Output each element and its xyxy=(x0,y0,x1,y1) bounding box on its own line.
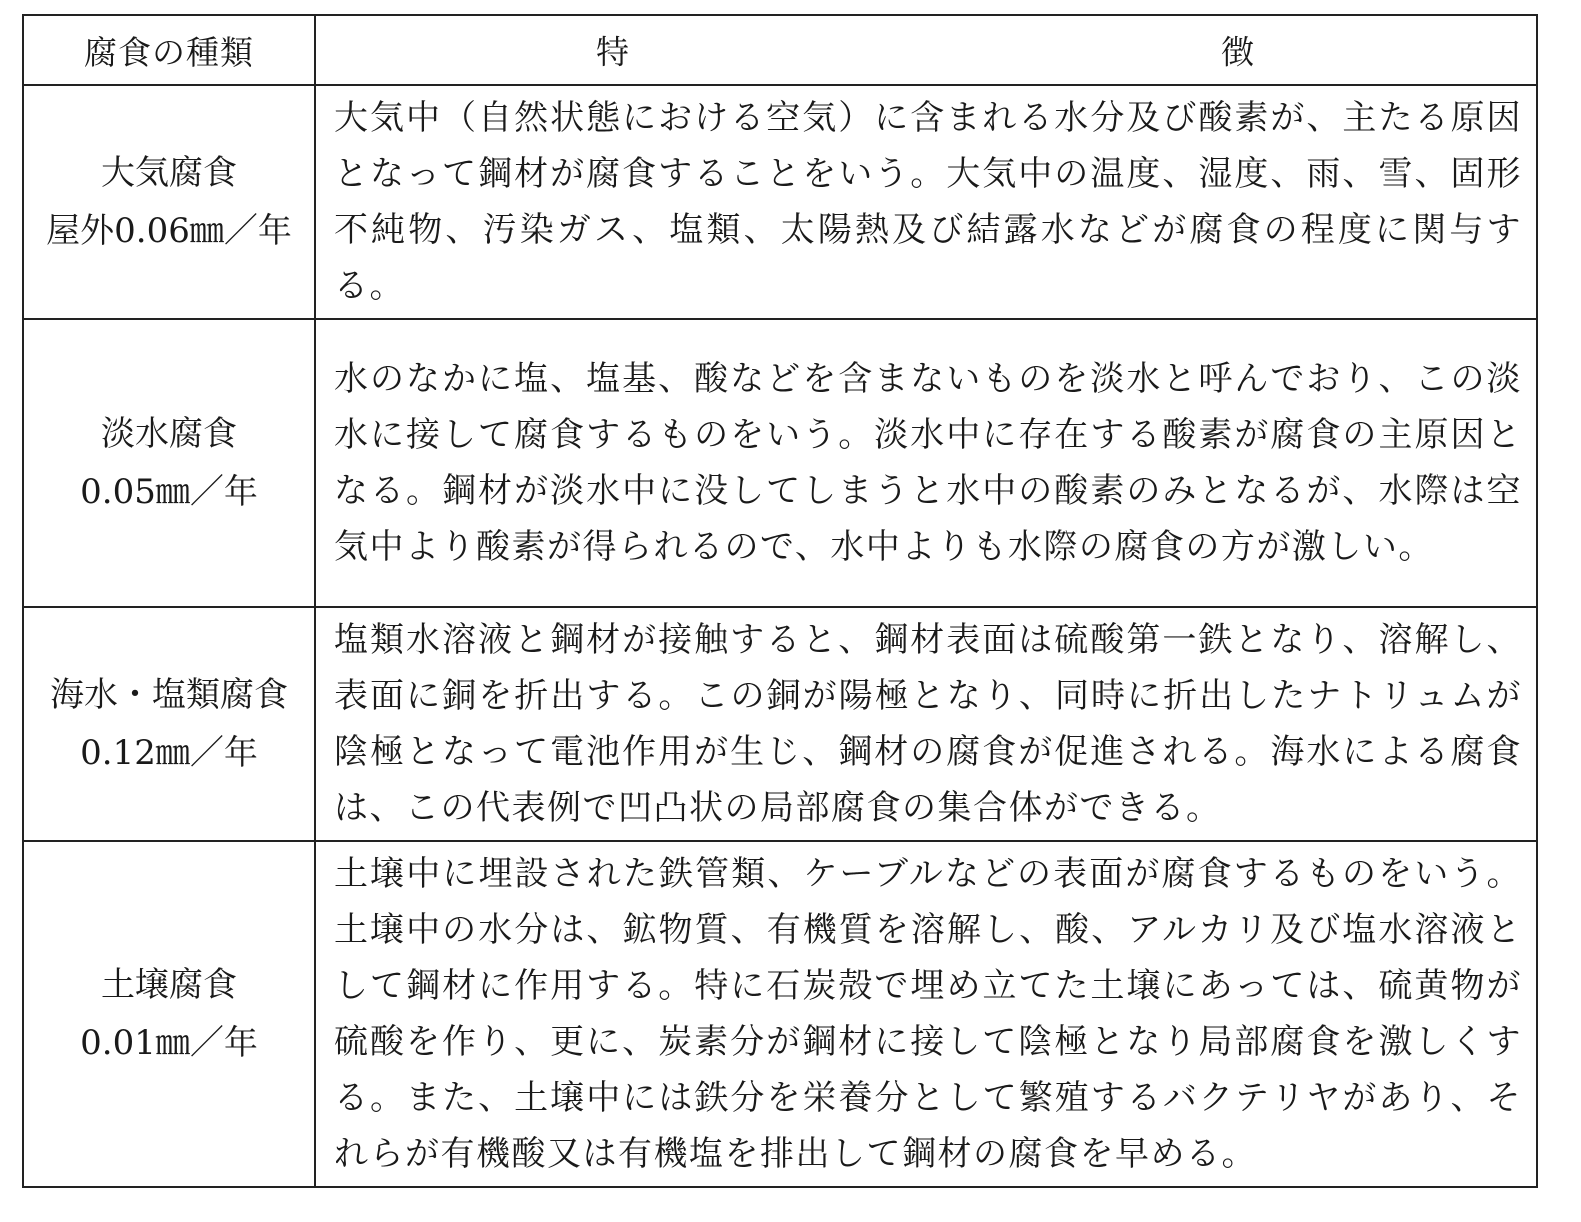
corrosion-feature: 水のなかに塩、塩基、酸などを含まないものを淡水と呼んでおり、この淡水に接して腐食するものをいう。淡水中に存在する酸素が腐食の主原因となる。鋼材が淡水中に没してしまうと水中の酸素のみとなるが、水際は空気中より酸素が得られるので、水中よりも水際の腐食の方が激しい。 xyxy=(315,319,1537,607)
corrosion-feature: 大気中（自然状態における空気）に含まれる水分及び酸素が、主たる原因となって鋼材が腐食することをいう。大気中の温度、湿度、雨、雪、固形不純物、汚染ガス、塩類、太陽熱及び結露水などが腐食の程度に関与する。 xyxy=(315,85,1537,319)
table-row xyxy=(23,607,1537,841)
corrosion-type-cell xyxy=(23,607,315,841)
header-feature-char-1: 特 xyxy=(596,32,630,72)
corrosion-table xyxy=(22,14,1538,1188)
header-feature xyxy=(315,15,1537,85)
header-row xyxy=(23,15,1537,85)
corrosion-rate: 0.12㎜／年 xyxy=(80,733,258,773)
corrosion-rate: 0.05㎜／年 xyxy=(80,472,258,512)
corrosion-type-cell xyxy=(23,85,315,319)
corrosion-type-name: 海水・塩類腐食 xyxy=(50,675,288,715)
table-row xyxy=(23,319,1537,607)
corrosion-type-cell xyxy=(23,841,315,1187)
corrosion-type-name: 淡水腐食 xyxy=(101,414,237,454)
header-feature-char-2: 徴 xyxy=(1221,32,1255,72)
corrosion-rate: 屋外0.06㎜／年 xyxy=(46,211,292,251)
corrosion-feature: 土壌中に埋設された鉄管類、ケーブルなどの表面が腐食するものをいう。土壌中の水分は、鉱物質、有機質を溶解し、酸、アルカリ及び塩水溶液として鋼材に作用する。特に石炭殻で埋め立てた土壌にあっては、硫黄物が硫酸を作り、更に、炭素分が鋼材に接して陰極となり局部腐食を激しくする。また、土壌中には鉄分を栄養分として繁殖するバクテリヤがあり、それらが有機酸又は有機塩を排出して鋼材の腐食を早める。 xyxy=(315,841,1537,1187)
corrosion-type-name: 土壌腐食 xyxy=(101,965,237,1005)
table-row xyxy=(23,85,1537,319)
corrosion-rate: 0.01㎜／年 xyxy=(80,1023,258,1063)
corrosion-type-name: 大気腐食 xyxy=(101,153,237,193)
corrosion-feature: 塩類水溶液と鋼材が接触すると、鋼材表面は硫酸第一鉄となり、溶解し、表面に銅を折出する。この銅が陽極となり、同時に折出したナトリュムが陰極となって電池作用が生じ、鋼材の腐食が促進される。海水による腐食は、この代表例で凹凸状の局部腐食の集合体ができる。 xyxy=(315,607,1537,841)
table-row xyxy=(23,841,1537,1187)
header-type: 腐食の種類 xyxy=(23,15,315,85)
corrosion-type-cell xyxy=(23,319,315,607)
